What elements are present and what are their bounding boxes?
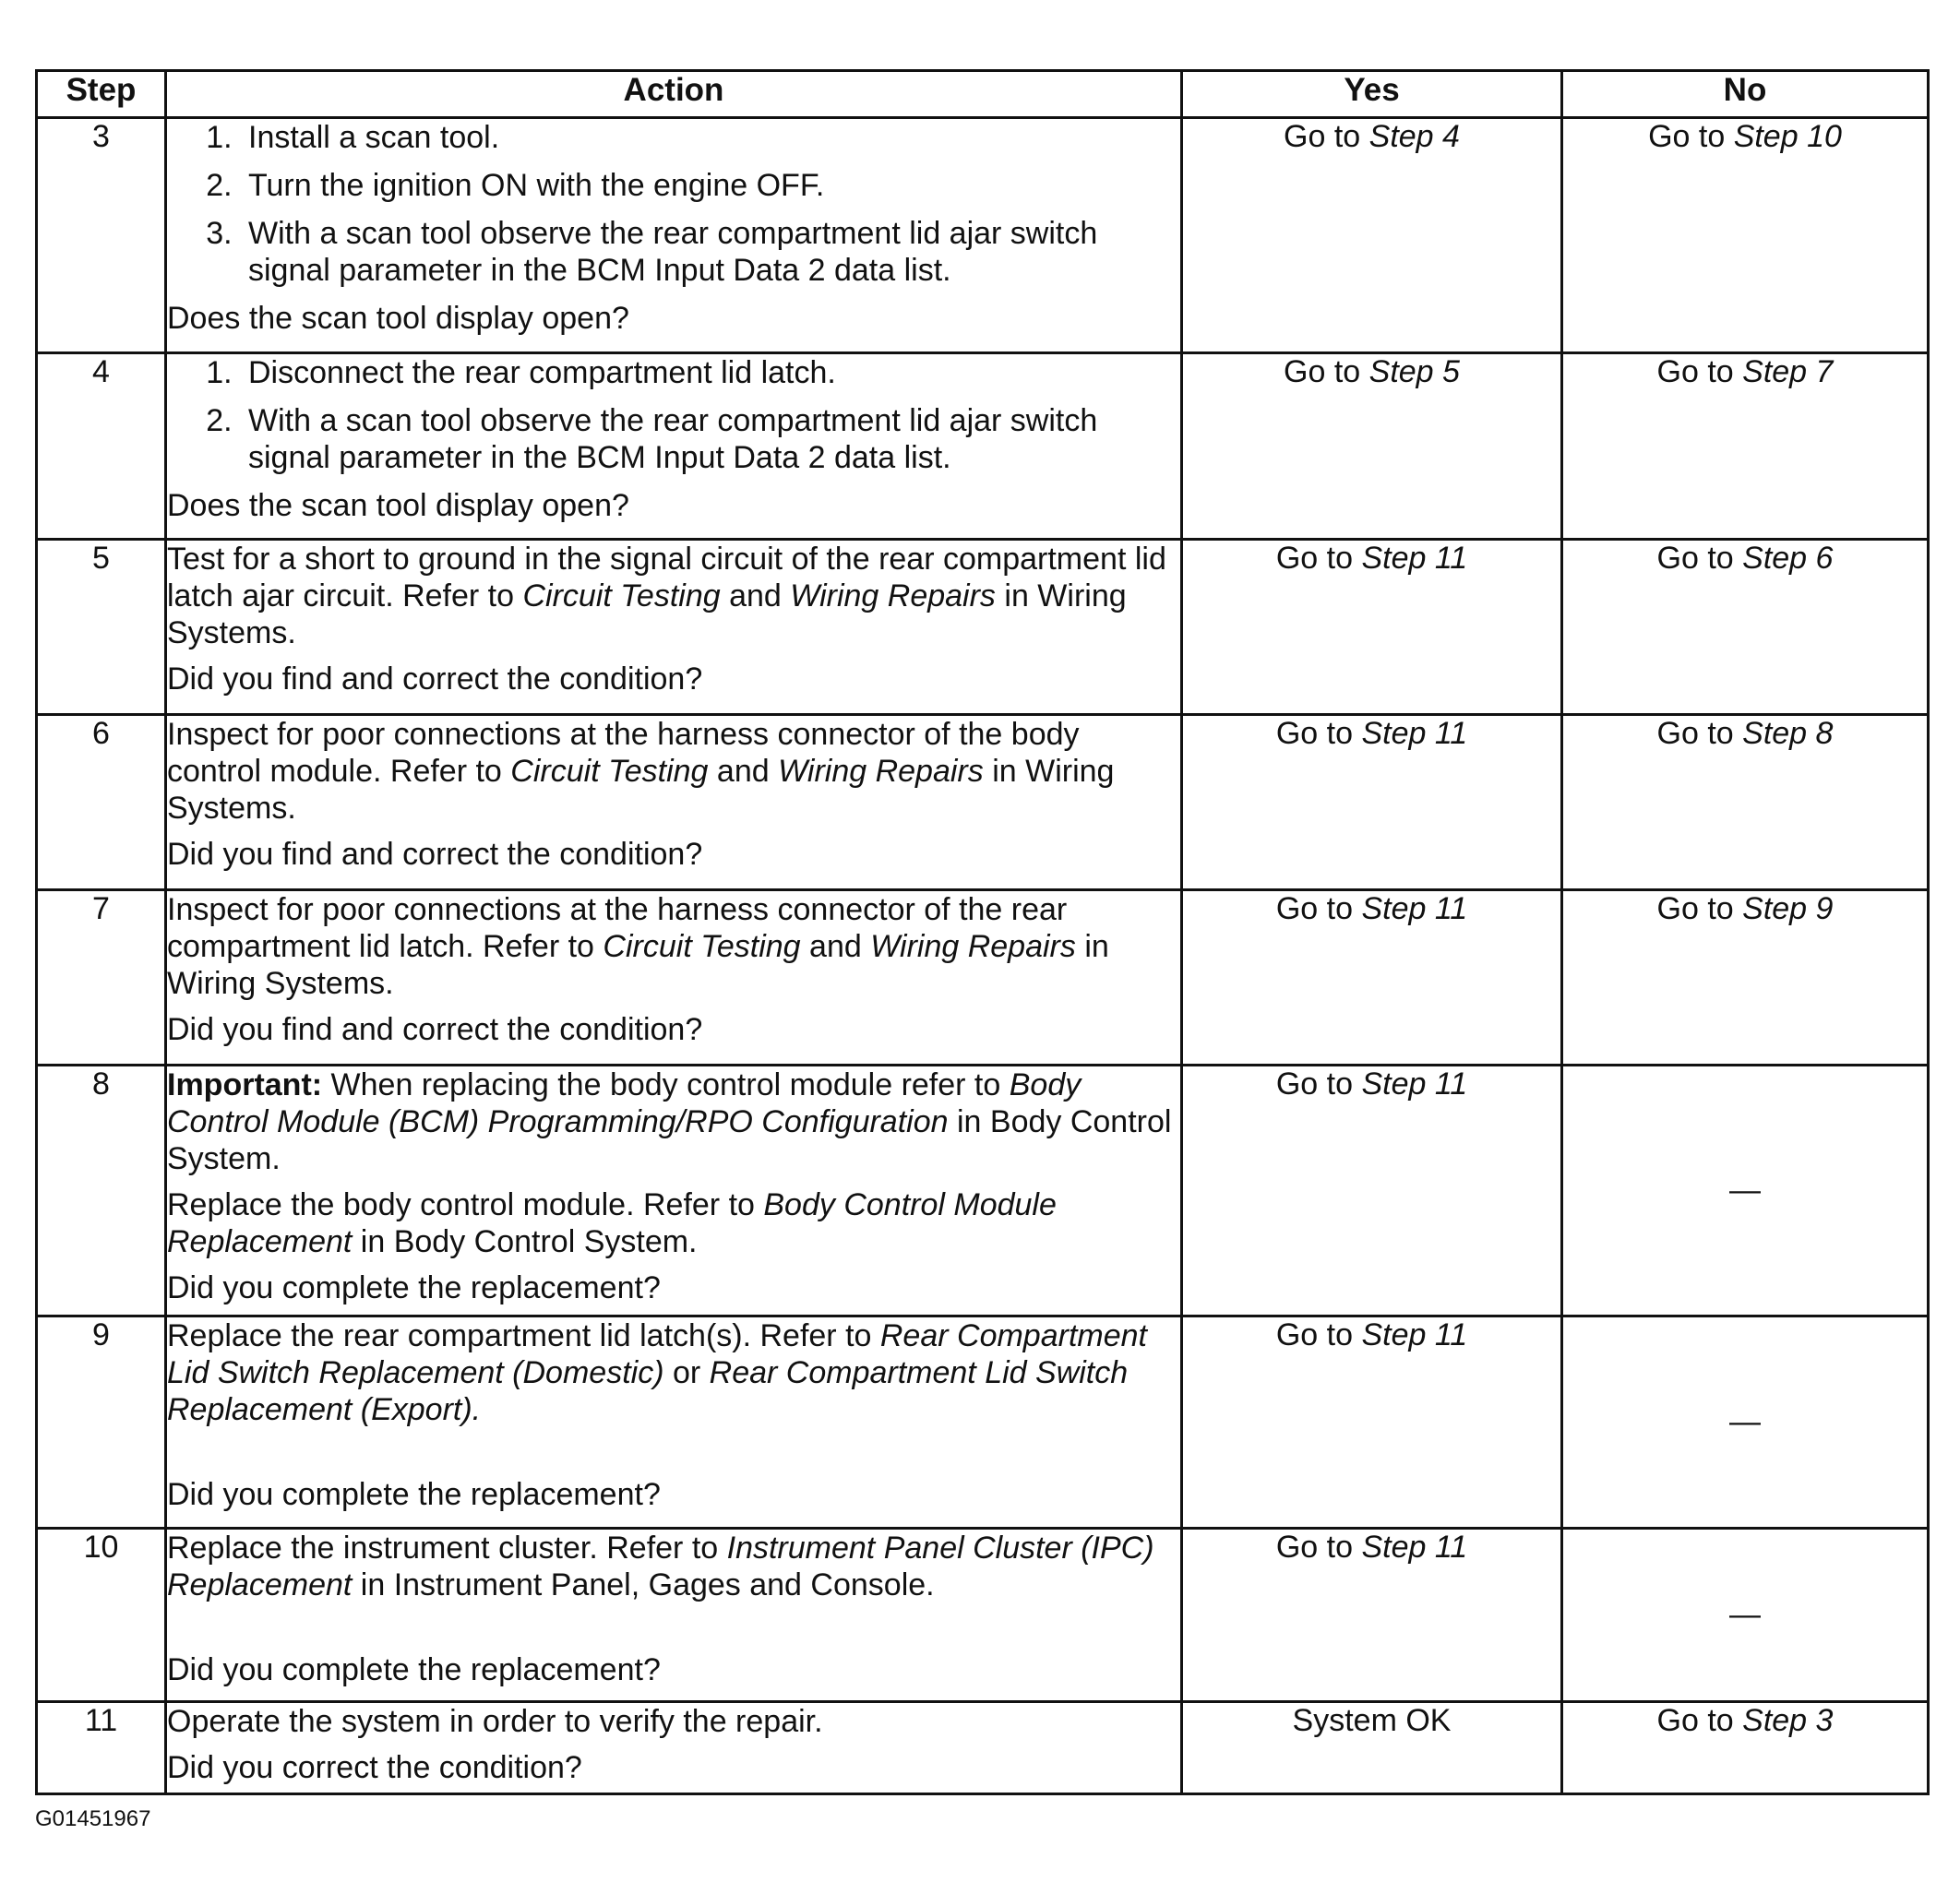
action-text-part: Replace the instrument cluster. Refer to [167,1531,727,1566]
action-question: Did you find and correct the condition? [167,837,703,872]
no-prefix: Go to [1656,716,1743,751]
table-row-step-11 [37,1702,1929,1794]
no-cell [1562,890,1929,1066]
yes-prefix: Go to [1284,119,1369,154]
action-question: Did you complete the replacement? [167,1652,661,1687]
important-note [167,1066,1180,1177]
reference-link[interactable]: Circuit Testing [522,578,721,613]
no-prefix: Go to [1648,119,1734,154]
no-prefix: Go to [1656,541,1743,576]
table-row-step-8 [37,1066,1929,1316]
action-text-part: in Wiring Systems. [167,929,1109,1001]
action-cell [166,1529,1182,1702]
reference-link[interactable]: Body Control Module Replacement [167,1187,1057,1259]
no-step-link[interactable]: Step 6 [1742,541,1834,576]
action-item: 2. Turn the ignition ON with the engine OFF. [241,167,1180,204]
action-text-part: in Instrument Panel, Gages and Console. [352,1567,935,1602]
no-prefix: Go to [1656,354,1743,389]
reference-link[interactable]: Rear Compartment Lid Switch Replacement (Export). [167,1355,1129,1427]
yes-prefix: Go to [1275,1317,1362,1352]
action-text: Operate the system in order to verify the repair. [167,1704,823,1739]
no-cell-dash: — [1562,1316,1929,1529]
action-text-part: in Wiring Systems. [167,578,1127,650]
action-text [167,891,1180,1002]
action-question: Does the scan tool display open? [167,301,629,336]
action-question: Did you find and correct the condition? [167,661,703,697]
yes-prefix: Go to [1275,1066,1362,1102]
action-item: 3. With a scan tool observe the rear compartment lid ajar switch signal parameter in the BCM Input Data 2 data list. [241,215,1180,289]
action-text-part: Replace the body control module. Refer to [167,1187,764,1222]
important-text: in Body Control System. [167,1104,1172,1176]
step-number: 5 [37,540,166,715]
action-text [167,1530,1180,1603]
yes-cell [1182,1066,1562,1316]
step-number: 3 [37,118,166,353]
reference-link[interactable]: Circuit Testing [603,929,801,964]
table-row-step-4 [37,353,1929,540]
no-step-link[interactable]: Step 10 [1733,119,1842,154]
action-text-part: in Body Control System. [352,1224,698,1259]
table-row-step-6 [37,715,1929,890]
yes-cell [1182,540,1562,715]
yes-cell [1182,890,1562,1066]
action-text-part: Replace the rear compartment lid latch(s). Refer to [167,1318,880,1353]
no-prefix: Go to [1656,1703,1743,1738]
yes-prefix: Go to [1284,354,1369,389]
yes-prefix: Go to [1275,541,1362,576]
action-text-part: in Wiring Systems. [167,754,1115,826]
yes-step-link[interactable]: Step 11 [1361,716,1468,751]
action-cell [166,540,1182,715]
step-number: 7 [37,890,166,1066]
action-item: 1. Disconnect the rear compartment lid latch. [241,354,1180,391]
step-number: 4 [37,353,166,540]
action-cell [166,890,1182,1066]
action-text-part: Inspect for poor connections at the harness connector of the rear compartment lid latch. Refer to [167,892,1068,964]
table-row-step-10 [37,1529,1929,1702]
action-text-part: Inspect for poor connections at the harness connector of the body control module. Refer to [167,717,1080,789]
action-cell [166,715,1182,890]
no-cell [1562,715,1929,890]
reference-link[interactable]: Circuit Testing [510,754,709,789]
no-cell-dash: — [1562,1066,1929,1316]
yes-step-link[interactable]: Step 5 [1368,354,1460,389]
reference-link[interactable]: Body Control Module (BCM) Programming/RPO Configuration [167,1067,1082,1139]
action-question: Did you correct the condition? [167,1750,582,1785]
yes-prefix: Go to [1275,1530,1362,1565]
table-row-step-9 [37,1316,1929,1529]
action-text [167,1186,1180,1260]
action-list [167,354,1180,476]
no-cell-dash: — [1562,1529,1929,1702]
table-row-step-3 [37,118,1929,353]
reference-link[interactable]: Wiring Repairs [870,929,1076,964]
important-text: When replacing the body control module refer to [322,1067,1010,1102]
no-cell [1562,1702,1929,1794]
no-step-link[interactable]: Step 7 [1742,354,1834,389]
action-cell [166,1316,1182,1529]
yes-cell [1182,353,1562,540]
action-text-part: Test for a short to ground in the signal circuit of the rear compartment lid latch ajar circuit. Refer to [167,542,1166,613]
diagnostic-table [35,69,1930,1795]
yes-step-link[interactable]: Step 11 [1361,1317,1468,1352]
action-item: 1. Install a scan tool. [241,119,1180,156]
yes-cell [1182,715,1562,890]
reference-link[interactable]: Rear Compartment Lid Switch Replacement (Domestic) [167,1318,1147,1390]
action-text [167,716,1180,827]
step-number: 10 [37,1529,166,1702]
header-action: Action [166,71,1182,118]
yes-step-link[interactable]: Step 11 [1361,541,1468,576]
action-cell [166,353,1182,540]
no-step-link[interactable]: Step 8 [1742,716,1834,751]
yes-step-link[interactable]: Step 11 [1361,1530,1468,1565]
action-text [167,1317,1180,1428]
reference-link[interactable]: Wiring Repairs [790,578,996,613]
yes-cell: System OK [1182,1702,1562,1794]
step-number: 6 [37,715,166,890]
no-cell [1562,118,1929,353]
yes-prefix: Go to [1275,716,1362,751]
action-text-part: or [663,1355,710,1390]
reference-link[interactable]: Instrument Panel Cluster (IPC) Replacement [167,1531,1154,1602]
yes-step-link[interactable]: Step 11 [1361,1066,1468,1102]
action-question: Does the scan tool display open? [167,488,629,523]
yes-prefix: Go to [1275,891,1362,926]
step-number: 11 [37,1702,166,1794]
step-number: 9 [37,1316,166,1529]
no-cell [1562,540,1929,715]
yes-step-link[interactable]: Step 4 [1368,119,1460,154]
important-label: Important: [167,1067,323,1102]
header-step: Step [37,71,166,118]
action-cell [166,1702,1182,1794]
action-text-part: and [800,929,871,964]
no-prefix: Go to [1656,891,1743,926]
yes-cell [1182,1529,1562,1702]
header-no: No [1562,71,1929,118]
action-text-part: and [708,754,779,789]
yes-cell [1182,118,1562,353]
table-row-step-5 [37,540,1929,715]
action-text [167,541,1180,651]
diagnostic-table-container [35,69,1927,1795]
action-cell [166,1066,1182,1316]
action-item: 2. With a scan tool observe the rear compartment lid ajar switch signal parameter in the BCM Input Data 2 data list. [241,402,1180,476]
table-row-step-7 [37,890,1929,1066]
header-yes: Yes [1182,71,1562,118]
yes-cell [1182,1316,1562,1529]
no-cell [1562,353,1929,540]
action-question: Did you complete the replacement? [167,1477,661,1512]
reference-link[interactable]: Wiring Repairs [778,754,984,789]
step-number: 8 [37,1066,166,1316]
figure-id-caption: G01451967 [35,1806,151,1831]
yes-step-link[interactable]: Step 11 [1361,891,1468,926]
action-cell [166,118,1182,353]
action-list [167,119,1180,289]
no-step-link[interactable]: Step 9 [1742,891,1834,926]
action-question: Did you complete the replacement? [167,1270,661,1305]
action-text-part: and [720,578,791,613]
action-question: Did you find and correct the condition? [167,1012,703,1047]
no-step-link[interactable]: Step 3 [1742,1703,1834,1738]
header-row [37,71,1929,118]
